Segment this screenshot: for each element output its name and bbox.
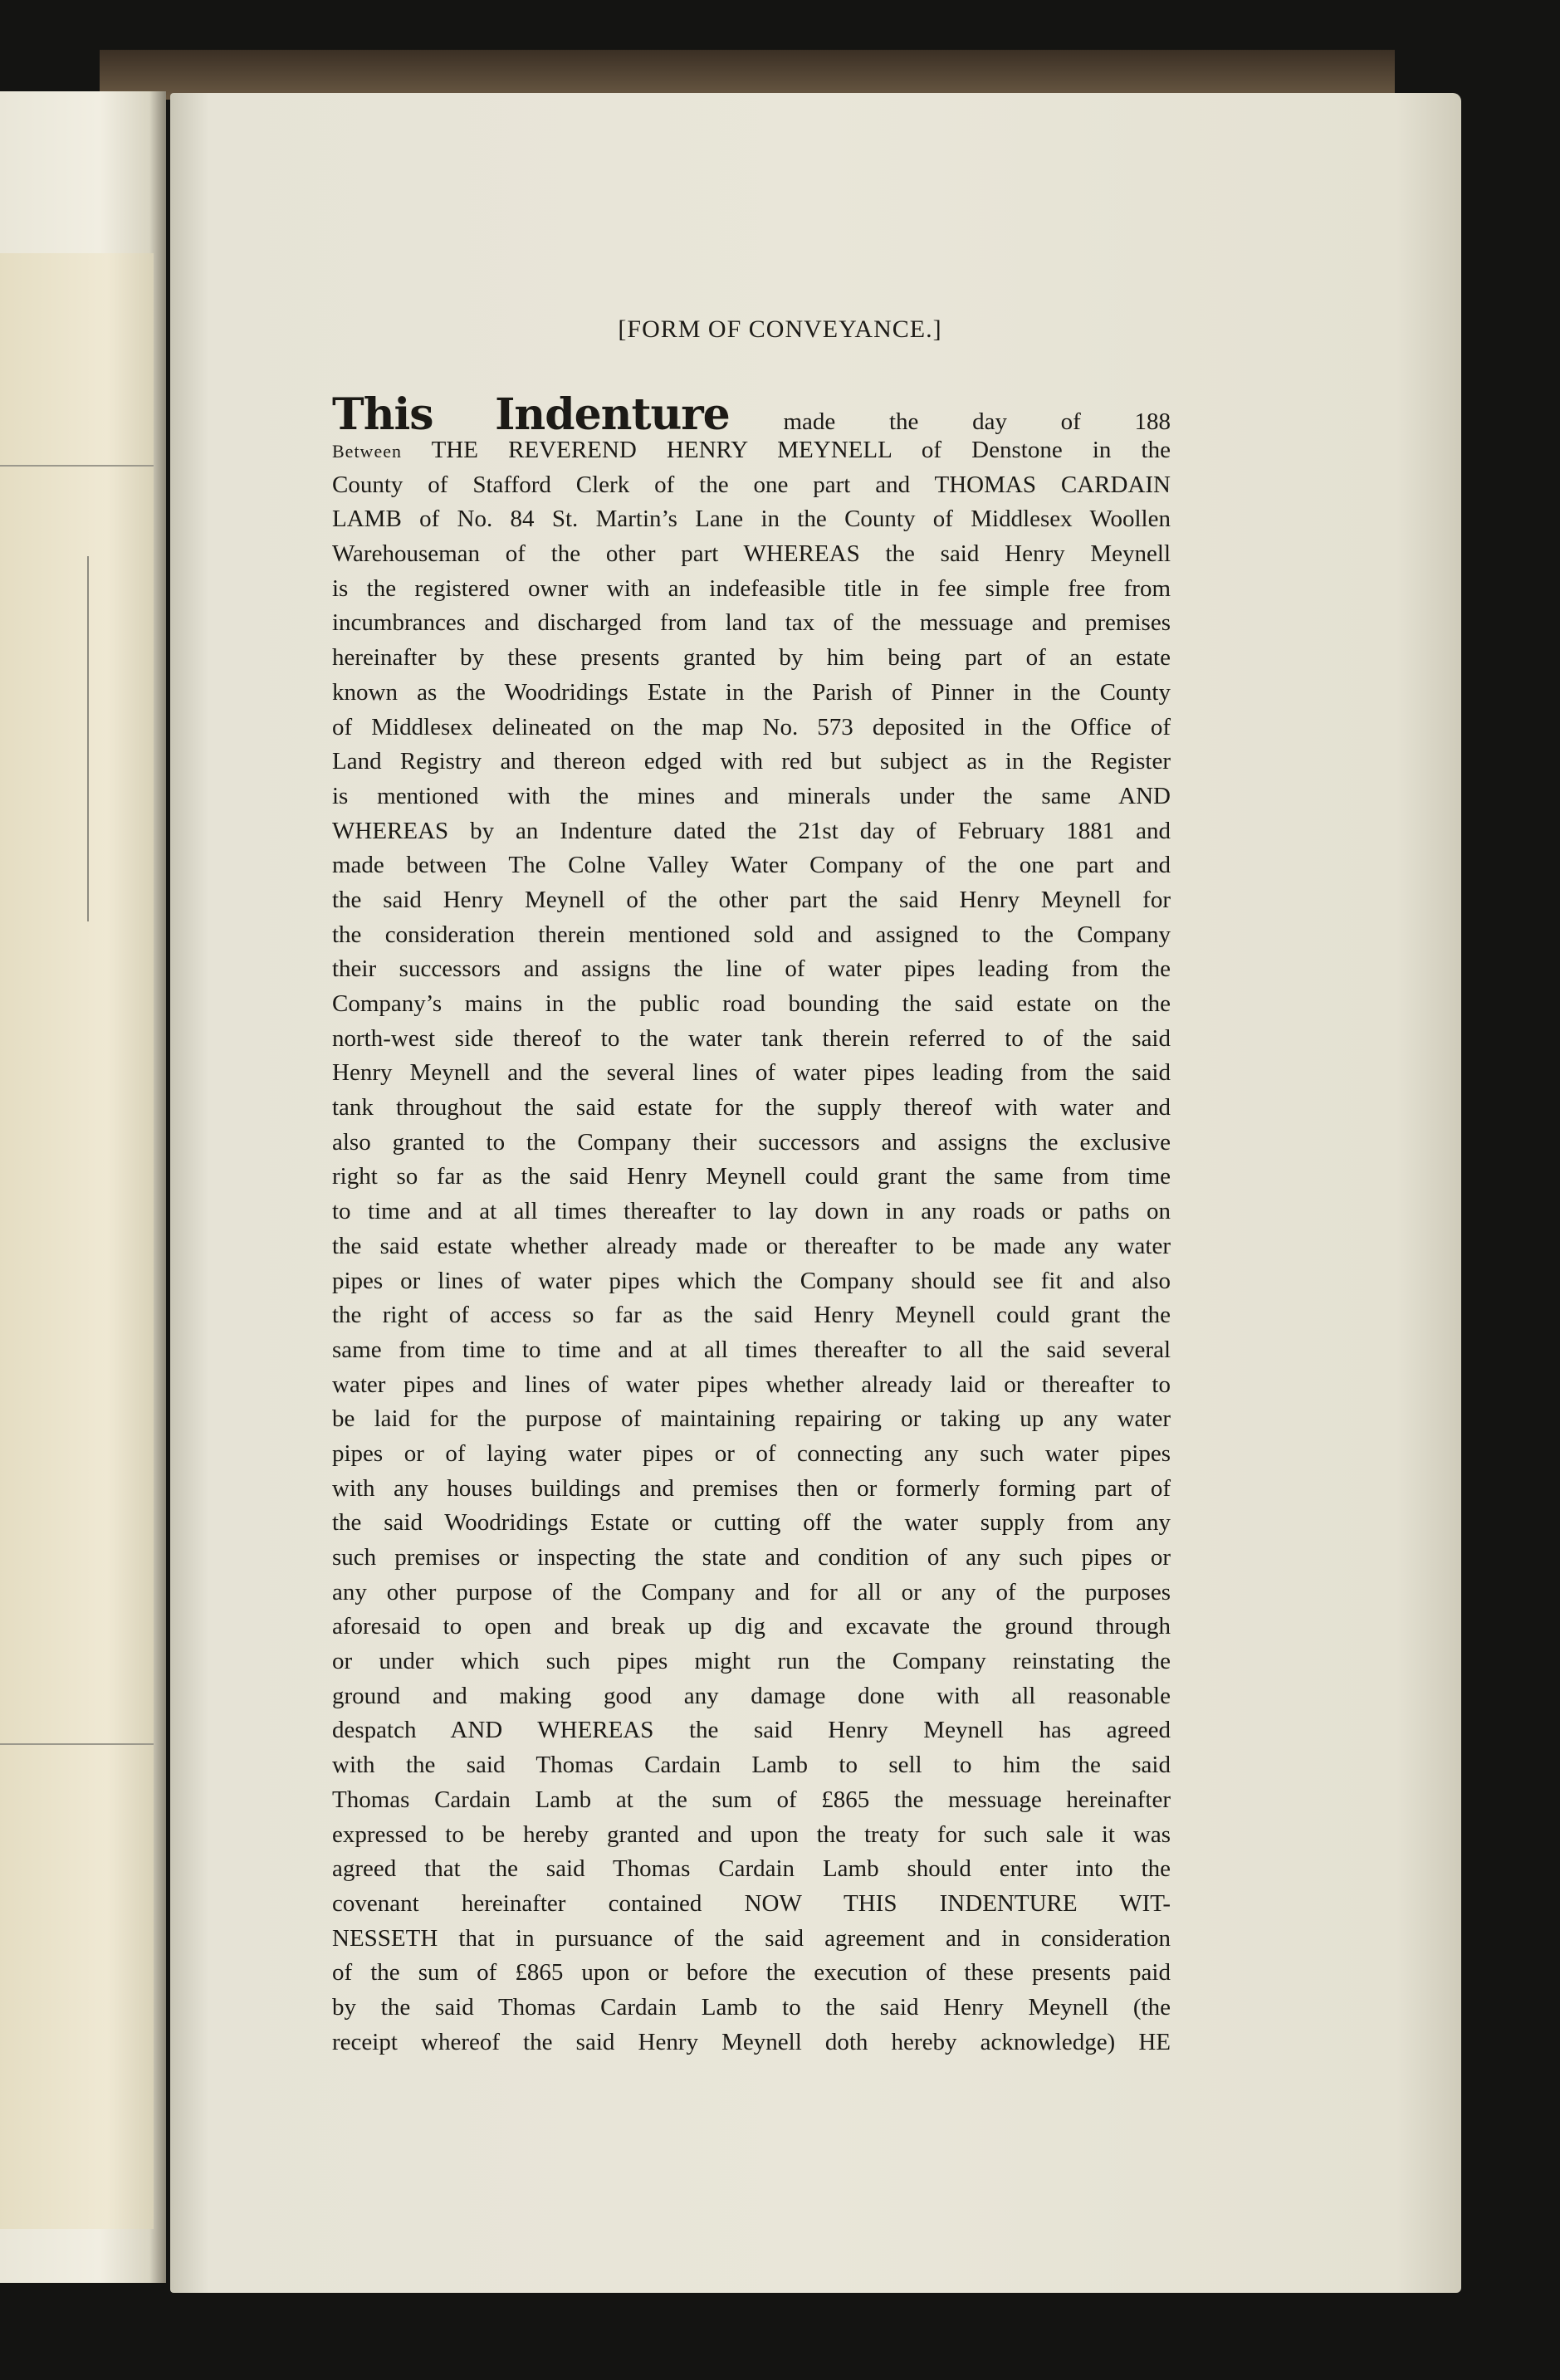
line-text: or under which such pipes might run the Company reinstating the: [332, 1648, 1171, 1675]
text-line: [332, 641, 1171, 676]
indenture-text: [332, 390, 1171, 2060]
line-text: the said estate whether already made or thereafter to be made any water: [332, 1232, 1171, 1259]
line-text: THE REVEREND HENRY MEYNELL of Denstone in the: [431, 437, 1171, 463]
line-text: WHEREAS by an Indenture dated the 21st day of February 1881 and: [332, 817, 1171, 844]
text-line: [332, 1991, 1171, 2026]
text-line: [332, 1610, 1171, 1644]
text-line: [332, 1956, 1171, 1991]
text-line: [332, 918, 1171, 953]
line-text: NESSETH that in pursuance of the said agreement and in consideration: [332, 1924, 1171, 1952]
text-line: [332, 1195, 1171, 1229]
line-text: by the said Thomas Cardain Lamb to the said Henry Meynell (the: [332, 1993, 1171, 2021]
line-text: Company’s mains in the public road bounding the said estate on the: [332, 990, 1171, 1017]
text-line: [332, 1541, 1171, 1576]
line-text: such premises or inspecting the state and condition of any such pipes or: [332, 1544, 1171, 1571]
text-line: [332, 1818, 1171, 1853]
line-text: hereinafter by these presents granted by him being part of an estate: [332, 644, 1171, 672]
line-text: ground and making good any damage done with all reasonable: [332, 1682, 1171, 1709]
line-text: expressed to be hereby granted and upon the treaty for such sale it was: [332, 1820, 1171, 1848]
line-text: made between The Colne Valley Water Company of the one part and: [332, 852, 1171, 879]
text-line: [332, 1748, 1171, 1783]
line-text: with any houses buildings and premises then or formerly forming part of: [332, 1474, 1171, 1502]
text-line: [332, 1091, 1171, 1126]
line-text: County of Stafford Clerk of the one part and THOMAS CARDAIN: [332, 471, 1171, 498]
line-text: pipes or of laying water pipes or of connecting any such water pipes: [332, 1439, 1171, 1467]
line-text: despatch AND WHEREAS the said Henry Meynell has agreed: [332, 1717, 1171, 1744]
line-text: of the sum of £865 upon or before the execution of these presents paid: [332, 1959, 1171, 1987]
text-line: [332, 1644, 1171, 1679]
text-line: [332, 1229, 1171, 1264]
blackletter-heading: This Indenture: [332, 389, 730, 440]
text-line: [332, 1472, 1171, 1507]
text-line: [332, 779, 1171, 814]
made-the: made the: [783, 408, 919, 435]
text-line: [332, 1783, 1171, 1818]
text-line: [332, 814, 1171, 849]
line-text: is the registered owner with an indefeasible title in fee simple free from: [332, 574, 1171, 602]
text-line: [332, 502, 1171, 537]
line-text: any other purpose of the Company and for all or any of the purposes: [332, 1578, 1171, 1605]
line-text: pipes or lines of water pipes which the Company should see fit and also: [332, 1267, 1171, 1294]
line-text: is mentioned with the mines and minerals under the same AND: [332, 782, 1171, 809]
line-text: Land Registry and thereon edged with red but subject as in the Register: [332, 748, 1171, 775]
text-line: [332, 848, 1171, 883]
text-line: [332, 1679, 1171, 1714]
text-line: [332, 1333, 1171, 1368]
text-line: [332, 1126, 1171, 1161]
line-text: the consideration therein mentioned sold and assigned to the Company: [332, 921, 1171, 948]
line-text: right so far as the said Henry Meynell could grant the same from time: [332, 1163, 1171, 1190]
between-word: Between: [332, 441, 402, 462]
text-line: [332, 1437, 1171, 1472]
text-line: [332, 1506, 1171, 1541]
form-title: [FORM OF CONVEYANCE.]: [618, 315, 942, 343]
text-line: [332, 1576, 1171, 1610]
line-text: tank throughout the said estate for the supply thereof with water and: [332, 1094, 1171, 1122]
line-text: their successors and assigns the line of water pipes leading from the: [332, 955, 1171, 983]
line-text: same from time to time and at all times thereafter to all the said several: [332, 1336, 1171, 1363]
text-line: [332, 433, 1171, 468]
line-text: incumbrances and discharged from land tax of the messuage and premises: [332, 609, 1171, 637]
text-line: [332, 1922, 1171, 1957]
line-text: Warehouseman of the other part WHEREAS the said Henry Meynell: [332, 540, 1171, 568]
left-page: [0, 91, 166, 2283]
line-text: north-west side thereof to the water tank therein referred to of the said: [332, 1024, 1171, 1052]
book-edge: [100, 50, 1395, 100]
text-line: [332, 2026, 1171, 2060]
line-text: of Middlesex delineated on the map No. 573 deposited in the Office of: [332, 713, 1171, 740]
north-arrow: [87, 556, 89, 921]
text-line: [332, 1056, 1171, 1091]
line-text: the said Henry Meynell of the other part the said Henry Meynell for: [332, 886, 1171, 913]
line-text: water pipes and lines of water pipes whether already laid or thereafter to: [332, 1371, 1171, 1398]
text-line: [332, 987, 1171, 1022]
text-line: [332, 468, 1171, 503]
text-line: [332, 883, 1171, 918]
text-line: [332, 1298, 1171, 1333]
line-text: Thomas Cardain Lamb at the sum of £865 the messuage hereinafter: [332, 1786, 1171, 1813]
text-line: [332, 1887, 1171, 1922]
text-line: [332, 1264, 1171, 1299]
text-line: [332, 1160, 1171, 1195]
line-text: also granted to the Company their successors and assigns the exclusive: [332, 1128, 1171, 1156]
text-line: [332, 952, 1171, 987]
line-text: the right of access so far as the said Henry Meynell could grant the: [332, 1302, 1171, 1329]
line-text: agreed that the said Thomas Cardain Lamb should enter into the: [332, 1855, 1171, 1883]
line-text: the said Woodridings Estate or cutting off the water supply from any: [332, 1509, 1171, 1537]
line-text: receipt whereof the said Henry Meynell doth hereby acknowledge) HE: [332, 2028, 1171, 2055]
text-line: [332, 1022, 1171, 1057]
text-line: [332, 676, 1171, 711]
map-line: [0, 465, 154, 467]
line-text: covenant hereinafter contained NOW THIS INDENTURE WIT-: [332, 1889, 1171, 1917]
text-line: [332, 537, 1171, 572]
year: 188: [1134, 408, 1171, 435]
line-text: LAMB of No. 84 St. Martin’s Lane in the County of Middlesex Woollen: [332, 506, 1171, 533]
line-text: aforesaid to open and break up dig and excavate the ground through: [332, 1613, 1171, 1640]
text-line: [332, 711, 1171, 745]
text-line: [332, 745, 1171, 779]
day-of: day of: [972, 408, 1081, 435]
text-line: [332, 1402, 1171, 1437]
map-line: [0, 1743, 154, 1745]
folded-map: [0, 253, 154, 2229]
opening-line: [332, 389, 1171, 440]
text-line: [332, 606, 1171, 641]
text-line: [332, 1852, 1171, 1887]
text-line: [332, 1713, 1171, 1748]
text-line: [332, 572, 1171, 607]
line-text: with the said Thomas Cardain Lamb to sell to him the said: [332, 1752, 1171, 1779]
line-text: known as the Woodridings Estate in the Parish of Pinner in the County: [332, 678, 1171, 706]
line-text: to time and at all times thereafter to lay down in any roads or paths on: [332, 1198, 1171, 1225]
text-line: [332, 1368, 1171, 1403]
line-text: Henry Meynell and the several lines of water pipes leading from the said: [332, 1059, 1171, 1087]
line-text: be laid for the purpose of maintaining repairing or taking up any water: [332, 1405, 1171, 1433]
